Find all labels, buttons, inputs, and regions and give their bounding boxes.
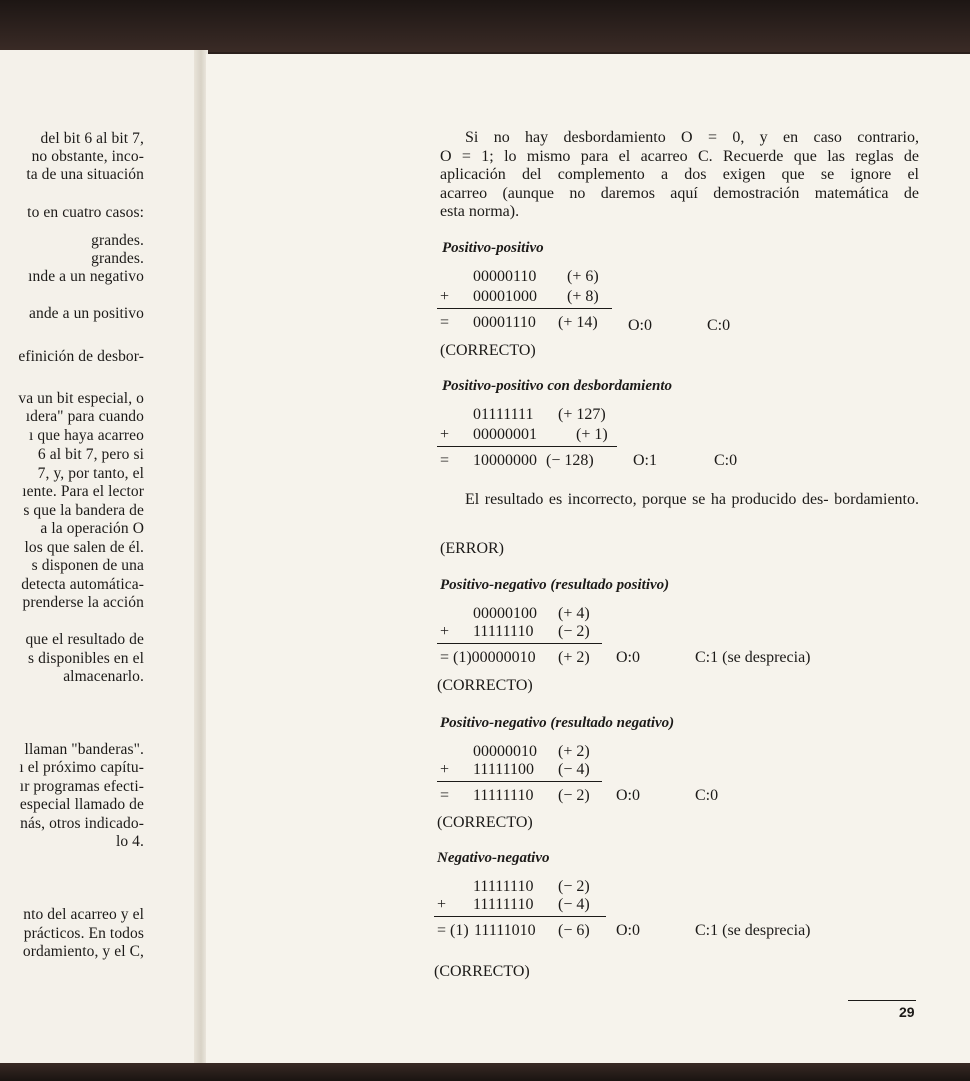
- carry-flag: C:1 (se desprecia): [695, 922, 811, 939]
- result-binary: (1)00000010: [453, 649, 536, 666]
- result-decimal: (− 128): [546, 452, 594, 469]
- operand-binary: 11111110: [473, 896, 534, 913]
- operand-binary: 00000010: [473, 743, 537, 760]
- sum-rule: [434, 916, 606, 917]
- left-text-line: ı el próximo capítu-: [19, 759, 144, 776]
- equals-sign: =: [440, 452, 450, 469]
- operand-decimal: (− 4): [558, 761, 590, 778]
- left-text-line: ı que haya acarreo: [29, 427, 144, 444]
- operand-decimal: (+ 4): [558, 605, 590, 622]
- verdict: (ERROR): [440, 540, 504, 557]
- left-text-line: s disponen de una: [31, 557, 144, 574]
- result-decimal: (+ 14): [558, 314, 598, 331]
- example-heading: Positivo-negativo (resultado negativo): [440, 715, 675, 731]
- plus-sign: +: [440, 288, 450, 305]
- left-text-line: los que salen de él.: [24, 539, 144, 556]
- operand-binary: 00000001: [473, 426, 537, 443]
- page-number: 29: [899, 1004, 915, 1020]
- result-binary: 11111110: [473, 787, 534, 804]
- left-text-line: prenderse la acción: [22, 594, 144, 611]
- overflow-flag: O:0: [616, 649, 640, 666]
- operand-decimal: (− 4): [558, 896, 590, 913]
- carry-flag: C:0: [707, 317, 731, 334]
- operand-binary: 11111100: [473, 761, 535, 778]
- overflow-flag: O:0: [616, 922, 640, 939]
- note-line: El resultado es incorrecto, porque se ha producido des- bordamiento.: [465, 491, 919, 508]
- left-text-line: ınde a un negativo: [28, 268, 144, 285]
- intro-line: aplicación del complemento a dos exigen que se ignore el: [440, 166, 919, 183]
- overflow-flag: O:1: [633, 452, 657, 469]
- carry-flag: C:0: [695, 787, 719, 804]
- left-text-line: ordamiento, y el C,: [22, 943, 144, 960]
- left-text-line: no obstante, inco-: [31, 148, 144, 165]
- operand-decimal: (− 2): [558, 878, 590, 895]
- plus-sign: +: [440, 761, 450, 778]
- intro-paragraph: [440, 129, 919, 222]
- left-text-line: grandes.: [91, 232, 144, 249]
- left-text-line: grandes.: [91, 250, 144, 267]
- overflow-flag: O:0: [628, 317, 652, 334]
- operand-binary: 00000110: [473, 268, 537, 285]
- left-text-line: que el resultado de: [25, 631, 144, 648]
- left-text-line: detecta automática-: [21, 576, 144, 593]
- left-text-line: del bit 6 al bit 7,: [40, 130, 144, 147]
- left-text-line: a la operación O: [40, 520, 144, 537]
- page-number-rule: [848, 1000, 916, 1001]
- plus-sign: +: [440, 426, 450, 443]
- sum-rule: [437, 308, 612, 309]
- intro-line: acarreo (aunque no daremos aquí demostración matemática de: [440, 184, 919, 202]
- operand-decimal: (− 2): [558, 623, 590, 640]
- example-heading: Positivo-positivo: [442, 240, 544, 256]
- example-heading: Positivo-negativo (resultado positivo): [440, 577, 670, 593]
- operand-binary: 11111110: [473, 878, 534, 895]
- sum-rule: [437, 643, 602, 644]
- left-text-line: prácticos. En todos: [23, 925, 144, 942]
- left-text-line: almacenarlo.: [63, 668, 144, 685]
- left-text-line: nás, otros indicado-: [20, 815, 144, 832]
- operand-decimal: (+ 127): [558, 406, 606, 423]
- left-text-line: s que la bandera de: [23, 502, 144, 519]
- verdict: (CORRECTO): [440, 342, 536, 359]
- left-text-line: nto del acarreo y el: [23, 906, 144, 923]
- example-heading: Positivo-positivo con desbordamiento: [442, 378, 672, 394]
- left-text-line: lo 4.: [115, 833, 144, 850]
- overflow-flag: O:0: [616, 787, 640, 804]
- intro-line: Si no hay desbordamiento O = 0, y en caso contrario,: [465, 129, 919, 146]
- book-bottom-edge: [0, 1062, 970, 1081]
- left-text-line: especial llamado de: [19, 796, 144, 813]
- example-heading: Negativo-negativo: [437, 850, 550, 866]
- left-text-line: ır programas efecti-: [19, 778, 144, 795]
- plus-sign: +: [437, 896, 447, 913]
- left-page: [0, 50, 198, 1063]
- overflow-note: [440, 491, 919, 510]
- result-decimal: (− 6): [558, 922, 590, 939]
- operand-decimal: (+ 1): [576, 426, 608, 443]
- left-text-line: efinición de desbor-: [18, 348, 144, 365]
- operand-binary: 01111111: [473, 406, 534, 423]
- operand-binary: 11111110: [473, 623, 534, 640]
- left-text-line: ta de una situación: [26, 166, 144, 183]
- result-decimal: (− 2): [558, 787, 590, 804]
- sum-rule: [437, 446, 617, 447]
- verdict: (CORRECTO): [434, 963, 530, 980]
- equals-sign: =: [440, 649, 450, 666]
- operand-decimal: (+ 2): [558, 743, 590, 760]
- operand-binary: 00000100: [473, 605, 537, 622]
- book-top-edge: [0, 0, 970, 52]
- sum-rule: [437, 781, 602, 782]
- left-text-line: 6 al bit 7, pero si: [37, 446, 144, 463]
- left-text-line: ıdera" para cuando: [25, 408, 144, 425]
- result-binary: 00001110: [473, 314, 536, 331]
- verdict: (CORRECTO): [437, 814, 533, 831]
- left-text-line: ıente. Para el lector: [22, 483, 144, 500]
- left-text-line: va un bit especial, o: [18, 390, 144, 407]
- result-decimal: (+ 2): [558, 649, 590, 666]
- carry-flag: C:0: [714, 452, 738, 469]
- left-text-line: to en cuatro casos:: [27, 204, 144, 221]
- operand-binary: 00001000: [473, 288, 537, 305]
- equals-sign: =: [440, 787, 450, 804]
- intro-line: O = 1; lo mismo para el acarreo C. Recuerde que las reglas de: [440, 147, 919, 165]
- plus-sign: +: [440, 623, 450, 640]
- intro-line: esta norma).: [440, 203, 520, 220]
- verdict: (CORRECTO): [437, 677, 533, 694]
- operand-decimal: (+ 6): [567, 268, 599, 285]
- left-text-line: llaman "banderas".: [24, 741, 144, 758]
- operand-decimal: (+ 8): [567, 288, 599, 305]
- result-binary: 10000000: [473, 452, 537, 469]
- left-text-line: s disponibles en el: [28, 650, 144, 667]
- left-text-line: 7, y, por tanto, el: [37, 465, 144, 482]
- left-text-line: ande a un positivo: [28, 305, 144, 322]
- result-binary: 11111010: [474, 922, 536, 939]
- carry-flag: C:1 (se desprecia): [695, 649, 811, 666]
- equals-sign: =: [440, 314, 450, 331]
- equals-sign: = (1): [437, 922, 469, 939]
